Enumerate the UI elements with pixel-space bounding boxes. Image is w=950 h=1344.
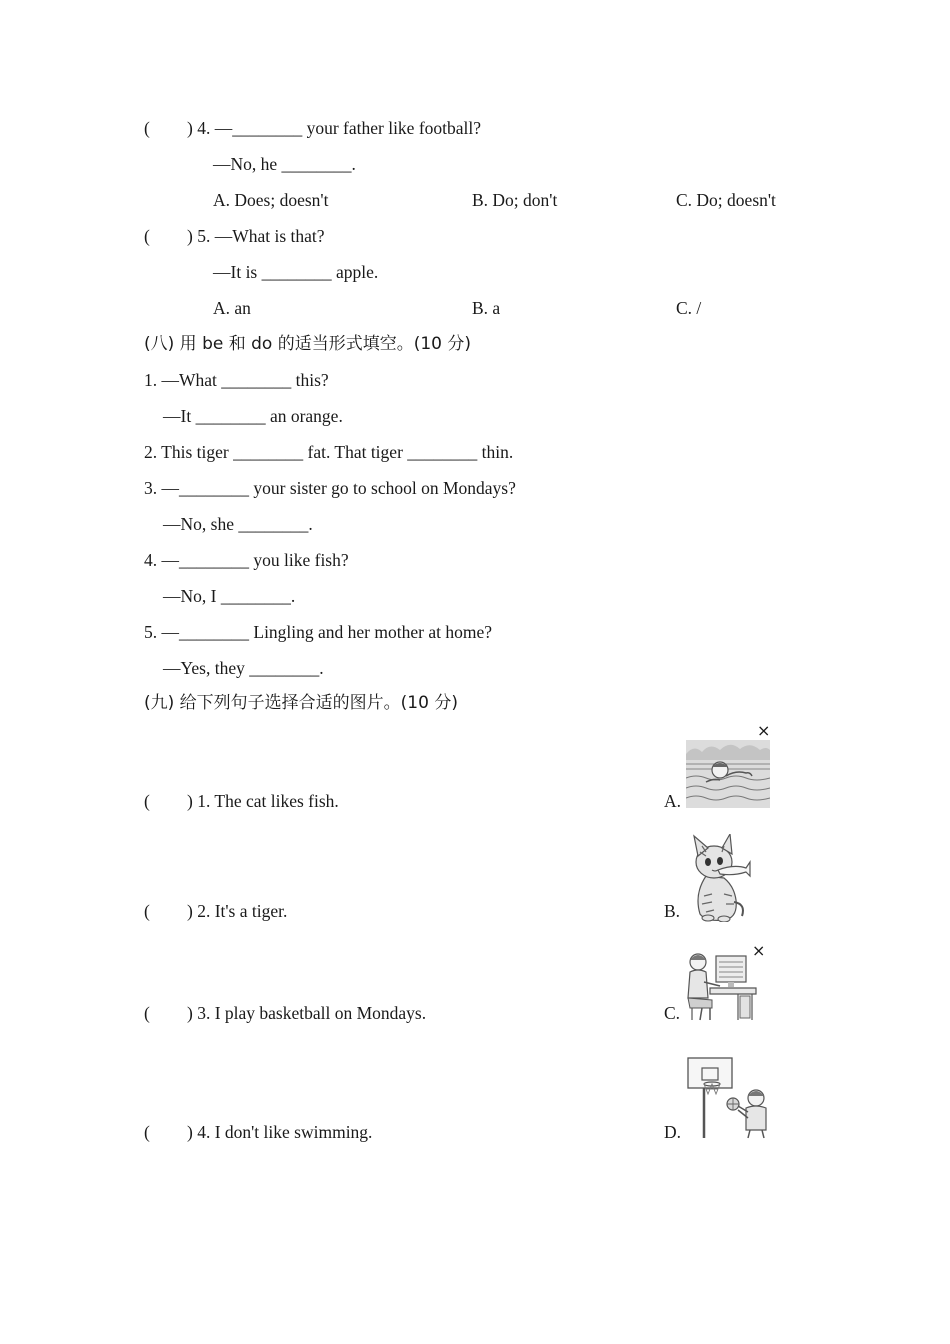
picture-boy-at-computer	[684, 950, 758, 1022]
q5-reply: —It is ________ apple.	[213, 262, 379, 282]
part9-item-1-paren: (	[144, 791, 150, 811]
q4-reply: —No, he ________.	[213, 154, 356, 174]
part8-line-2: —It ________ an orange.	[163, 406, 343, 426]
part9-item-3-letter: C.	[664, 1003, 681, 1023]
q4-stem: ) 4. —________ your father like football?	[187, 118, 482, 138]
part9-item-1-text: ) 1. The cat likes fish.	[187, 791, 339, 811]
part8-heading: (八) 用 be 和 do 的适当形式填空。(10 分)	[144, 334, 472, 354]
part9-item-3-paren: (	[144, 1003, 150, 1023]
part8-line-3: 2. This tiger ________ fat. That tiger ________ thin.	[144, 442, 514, 462]
part9-item-2-letter: B.	[664, 901, 681, 921]
q4-paren: (	[144, 118, 150, 138]
part9-item-4-text: ) 4. I don't like swimming.	[187, 1122, 373, 1142]
part8-line-4: 3. —________ your sister go to school on Mondays?	[144, 478, 516, 498]
q5-paren: (	[144, 226, 150, 246]
part9-item-2-paren: (	[144, 901, 150, 921]
q4-option-a: A. Does; doesn't	[213, 190, 329, 210]
part8-line-9: —Yes, they ________.	[163, 658, 324, 678]
picture-boy-swimming	[686, 740, 770, 808]
part8-line-5: —No, she ________.	[163, 514, 313, 534]
part8-line-1: 1. —What ________ this?	[144, 370, 329, 390]
part8-line-6: 4. —________ you like fish?	[144, 550, 349, 570]
picture-c-mark: ×	[752, 941, 766, 960]
picture-cat-eating-fish	[684, 834, 754, 922]
part9-item-3-text: ) 3. I play basketball on Mondays.	[187, 1003, 427, 1023]
part8-line-7: —No, I ________.	[163, 586, 296, 606]
q5-option-b: B. a	[472, 298, 501, 318]
part9-item-2-text: ) 2. It's a tiger.	[187, 901, 288, 921]
part9-item-4-letter: D.	[664, 1122, 682, 1142]
part9-item-1-letter: A.	[664, 791, 682, 811]
picture-a-mark: ×	[757, 721, 771, 740]
part8-line-8: 5. —________ Lingling and her mother at home?	[144, 622, 492, 642]
q4-option-c: C. Do; doesn't	[676, 190, 776, 210]
q4-option-b: B. Do; don't	[472, 190, 558, 210]
part9-item-4-paren: (	[144, 1122, 150, 1142]
q5-stem: ) 5. —What is that?	[187, 226, 325, 246]
q5-option-a: A. an	[213, 298, 251, 318]
part9-heading: (九) 给下列句子选择合适的图片。(10 分)	[144, 693, 458, 713]
picture-boy-playing-basketball	[684, 1056, 770, 1140]
q5-option-c: C. /	[676, 298, 702, 318]
